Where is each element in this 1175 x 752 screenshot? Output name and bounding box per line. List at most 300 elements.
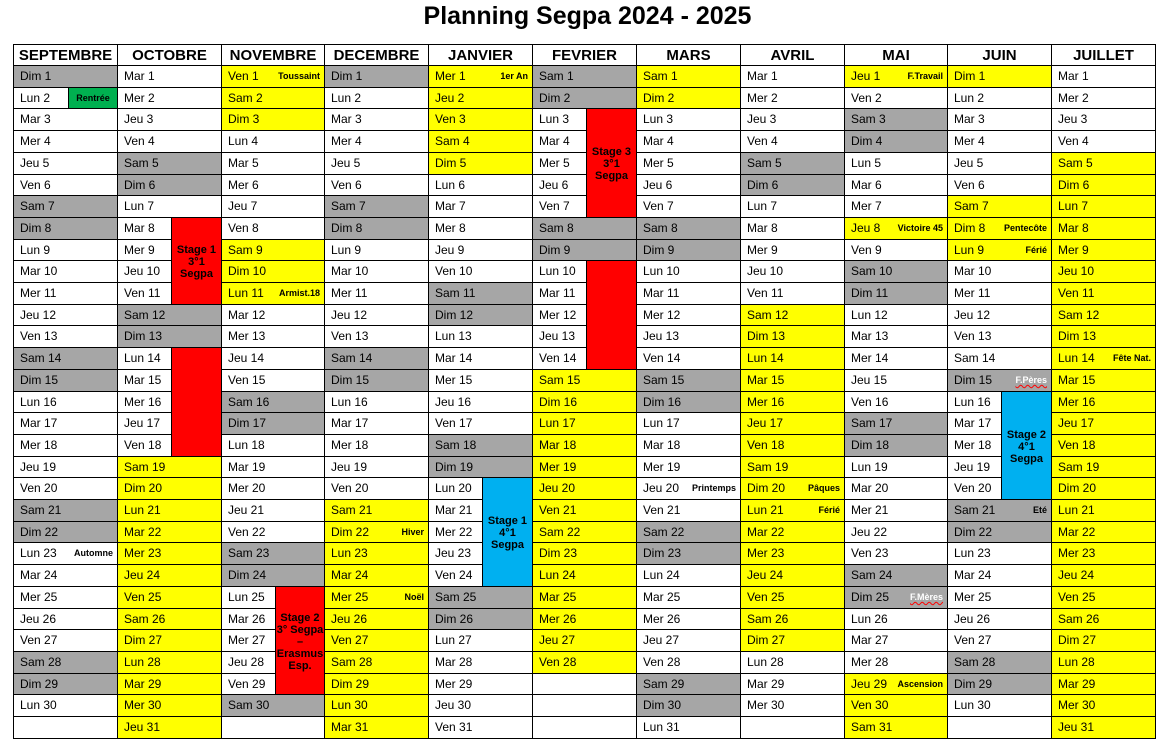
day-label: Jeu 23 [435,546,472,560]
day-cell [844,412,948,435]
day-label: Mer 25 [20,590,58,604]
day-cell [740,608,845,630]
day-label: Sam 10 [851,264,893,278]
day-label: Dim 26 [435,612,474,626]
day-label: Ven 4 [747,134,778,148]
day-label: Mer 19 [643,460,681,474]
day-cell [428,629,533,652]
day-cell [221,152,325,175]
day-label: Dim 6 [124,178,156,192]
day-cell [844,586,948,609]
day-label: Mar 25 [539,590,577,604]
month-header: MARS [636,44,741,66]
day-label: Mer 26 [643,612,681,626]
day-label: Mer 16 [124,395,162,409]
day-cell [221,282,325,305]
day-cell [13,586,118,609]
day-label: Ven 25 [124,590,162,604]
day-label: Mar 1 [747,69,778,83]
day-label: Mer 2 [747,91,778,105]
day-cell [221,65,325,88]
day-label: Sam 29 [643,677,685,691]
day-label: Dim 15 [954,373,993,387]
day-cell [636,152,741,175]
day-cell [324,195,429,218]
day-label: Jeu 19 [331,460,368,474]
day-label: Lun 10 [643,264,680,278]
day-cell [844,369,948,392]
day-label: Mar 29 [124,677,162,691]
day-cell [532,434,637,457]
day-label: Jeu 10 [1058,264,1095,278]
day-label: Mar 10 [331,264,369,278]
day-label: Mar 29 [1058,677,1096,691]
stage-label: Stage 2 3° Segpa – Erasmus Esp. [276,612,324,672]
day-label: Sam 15 [643,373,685,387]
holiday-note: F.Mères [909,592,943,602]
day-label: Jeu 19 [954,460,991,474]
day-label: Jeu 5 [954,156,984,170]
day-label: Lun 9 [20,243,51,257]
day-label: Jeu 28 [228,655,265,669]
day-cell [1051,716,1156,739]
day-label: Ven 28 [539,655,577,669]
day-cell [844,694,948,717]
day-cell [428,325,533,348]
day-cell [947,108,1052,131]
day-label: Sam 1 [643,69,678,83]
day-cell [13,260,118,283]
day-cell [1051,152,1156,175]
day-cell [324,152,429,175]
day-label: Sam 19 [124,460,166,474]
day-label: Mer 2 [1058,91,1089,105]
day-label: Dim 13 [747,329,786,343]
day-label: Sam 23 [228,546,270,560]
day-label: Dim 1 [20,69,52,83]
day-label: Ven 30 [851,698,889,712]
day-cell [13,434,118,457]
day-label: Jeu 12 [331,308,368,322]
day-cell [324,456,429,478]
holiday-note: Pâques [807,483,840,493]
day-cell [1051,608,1156,630]
day-cell [1051,456,1156,478]
day-cell [1051,673,1156,695]
day-label: Ven 27 [20,633,58,647]
day-label: Lun 30 [954,698,991,712]
day-cell [636,130,741,153]
day-label: Lun 23 [331,546,368,560]
day-cell [532,521,637,543]
day-label: Mar 18 [539,438,577,452]
day-label: Sam 21 [954,503,996,517]
day-cell [636,629,741,652]
day-label: Sam 26 [124,612,166,626]
day-label: Jeu 31 [124,720,161,734]
day-label: Lun 20 [435,481,472,495]
empty-day-cell [532,716,637,739]
day-label: Sam 3 [851,112,886,126]
day-label: Sam 2 [228,91,263,105]
day-cell [428,217,533,240]
day-cell [636,542,741,565]
day-label: Jeu 8 [851,221,881,235]
day-label: Mar 21 [435,503,473,517]
day-cell [947,499,1052,522]
day-cell [324,477,429,500]
day-cell [532,586,637,609]
day-label: Dim 20 [124,481,163,495]
day-cell [1051,434,1156,457]
day-label: Jeu 19 [20,460,57,474]
day-cell [117,608,222,630]
day-label: Sam 17 [851,416,893,430]
day-cell [740,87,845,109]
day-cell [1051,130,1156,153]
day-label: Mer 9 [124,243,155,257]
day-cell [13,174,118,196]
day-cell [740,130,845,153]
day-label: Sam 26 [1058,612,1100,626]
day-label: Lun 19 [851,460,888,474]
day-cell [740,282,845,305]
page-title: Planning Segpa 2024 - 2025 [423,2,752,30]
day-cell [221,174,325,196]
day-label: Dim 27 [124,633,163,647]
day-cell [532,477,637,500]
day-cell [844,325,948,348]
day-label: Ven 6 [20,178,51,192]
day-cell [428,456,533,478]
day-label: Sam 28 [20,655,62,669]
day-cell [221,260,325,283]
day-label: Jeu 13 [539,329,576,343]
day-cell [428,174,533,196]
day-label: Mar 31 [331,720,369,734]
day-cell [532,369,637,392]
day-cell [1051,499,1156,522]
day-label: Mer 11 [20,286,57,300]
day-label: Mar 3 [954,112,985,126]
day-label: Mar 20 [851,481,889,495]
day-cell [324,304,429,326]
day-label: Ven 23 [851,546,889,560]
day-label: Jeu 26 [331,612,368,626]
day-label: Jeu 12 [954,308,991,322]
day-cell [844,629,948,652]
day-cell [1051,542,1156,565]
day-label: Mar 15 [124,373,162,387]
day-cell [740,391,845,413]
day-cell [947,87,1052,109]
day-cell [428,65,533,88]
day-cell [636,651,741,674]
day-cell [117,629,222,652]
day-label: Sam 24 [851,568,893,582]
day-cell [324,412,429,435]
day-label: Dim 20 [747,481,786,495]
day-label: Ven 14 [643,351,681,365]
day-cell [740,499,845,522]
day-label: Ven 1 [228,69,259,83]
empty-day-cell [532,694,637,717]
day-label: Sam 31 [851,720,893,734]
holiday-note: Hiver [401,527,424,537]
stage-label: Stage 1 4°1 Segpa [487,515,528,551]
day-cell [740,152,845,175]
day-cell [947,304,1052,326]
day-label: Sam 14 [331,351,373,365]
day-cell [13,108,118,131]
day-cell [844,152,948,175]
day-cell [428,434,533,457]
day-label: Mar 6 [851,178,882,192]
day-label: Dim 16 [539,395,578,409]
day-cell [636,694,741,717]
day-label: Dim 5 [435,156,467,170]
day-cell [13,152,118,175]
day-label: Mer 2 [124,91,155,105]
day-label: Dim 22 [20,525,59,539]
day-cell [844,108,948,131]
day-cell [324,564,429,587]
day-label: Lun 24 [643,568,680,582]
day-label: Jeu 20 [539,481,576,495]
day-label: Sam 21 [331,503,373,517]
day-label: Jeu 9 [435,243,465,257]
day-cell [844,65,948,88]
day-label: Mar 13 [851,329,889,343]
day-cell [324,282,429,305]
day-label: Mar 25 [643,590,681,604]
day-label: Lun 7 [747,199,778,213]
day-cell [324,673,429,695]
holiday-note: Automne [74,548,113,558]
day-label: Mar 22 [747,525,785,539]
day-cell [324,239,429,261]
day-cell [221,195,325,218]
stage-label: Stage 1 3°1 Segpa [176,244,217,280]
day-label: Dim 30 [643,698,682,712]
day-cell [740,673,845,695]
day-label: Mer 19 [539,460,577,474]
day-label: Lun 14 [124,351,161,365]
day-cell [13,412,118,435]
day-label: Ven 4 [124,134,155,148]
day-cell [117,174,222,196]
day-cell [947,608,1052,630]
month-header: SEPTEMBRE [13,44,118,66]
day-cell [13,217,118,240]
day-cell [532,499,637,522]
day-label: Mar 24 [331,568,369,582]
holiday-note: Fête Nat. [1112,353,1151,363]
day-label: Mer 8 [435,221,466,235]
holiday-note: Férié [818,505,840,515]
day-label: Dim 20 [1058,481,1097,495]
day-label: Lun 16 [20,395,57,409]
day-label: Ven 22 [228,525,266,539]
day-label: Mar 1 [1058,69,1089,83]
day-label: Mar 10 [954,264,992,278]
day-label: Mer 29 [435,677,473,691]
day-label: Sam 7 [331,199,366,213]
day-cell [13,130,118,153]
day-label: Sam 22 [539,525,581,539]
day-cell [324,716,429,739]
day-label: Dim 25 [851,590,890,604]
day-label: Dim 3 [228,112,260,126]
day-cell [636,239,741,261]
day-label: Sam 1 [539,69,574,83]
day-label: Mer 13 [228,329,266,343]
day-cell [947,174,1052,196]
day-cell [1051,304,1156,326]
day-label: Jeu 24 [1058,568,1095,582]
day-cell [117,499,222,522]
day-cell [1051,651,1156,674]
day-cell [221,499,325,522]
day-cell [117,456,222,478]
holiday-note: Toussaint [278,71,320,81]
day-label: Lun 30 [331,698,368,712]
day-cell [636,434,741,457]
day-cell [947,152,1052,175]
day-cell [740,304,845,326]
day-cell [428,130,533,153]
day-label: Lun 16 [954,395,991,409]
stage-block-red [275,586,325,695]
day-cell [221,217,325,240]
day-cell [324,434,429,457]
day-label: Sam 7 [20,199,55,213]
day-cell [740,260,845,283]
day-label: Lun 23 [20,546,57,560]
day-label: Dim 22 [331,525,370,539]
day-cell [428,608,533,630]
day-cell [532,217,637,240]
day-cell [636,564,741,587]
day-label: Lun 21 [747,503,784,517]
day-cell [324,499,429,522]
day-label: Mer 21 [851,503,889,517]
day-cell [532,456,637,478]
day-cell [1051,347,1156,370]
day-label: Lun 10 [539,264,576,278]
day-label: Lun 4 [228,134,259,148]
day-label: Ven 28 [643,655,681,669]
day-label: Mar 15 [747,373,785,387]
day-cell [13,499,118,522]
day-label: Ven 25 [1058,590,1096,604]
day-label: Ven 21 [539,503,577,517]
day-label: Dim 1 [954,69,986,83]
day-label: Mar 8 [124,221,155,235]
day-cell [844,499,948,522]
day-label: Sam 5 [1058,156,1093,170]
day-label: Dim 8 [20,221,52,235]
day-label: Lun 21 [124,503,161,517]
day-label: Lun 17 [539,416,576,430]
day-label: Lun 30 [20,698,57,712]
day-cell [117,304,222,326]
day-label: Mer 23 [1058,546,1096,560]
day-label: Mar 3 [20,112,51,126]
day-cell [428,152,533,175]
day-label: Sam 19 [1058,460,1100,474]
day-cell [740,456,845,478]
day-cell [117,152,222,175]
day-cell [844,239,948,261]
day-cell [13,542,118,565]
day-cell [636,412,741,435]
day-cell [1051,694,1156,717]
day-label: Dim 15 [20,373,59,387]
month-header: JANVIER [428,44,533,66]
day-cell [844,304,948,326]
day-label: Mer 5 [539,156,570,170]
day-cell [13,391,118,413]
day-label: Lun 7 [124,199,155,213]
day-cell [324,108,429,131]
day-label: Jeu 6 [643,178,673,192]
day-label: Lun 14 [747,351,784,365]
day-label: Sam 18 [435,438,477,452]
day-cell [324,325,429,348]
day-label: Ven 25 [747,590,785,604]
day-cell [324,87,429,109]
day-label: Mar 11 [643,286,680,300]
holiday-note: Victoire 45 [897,223,943,233]
day-cell [532,239,637,261]
day-cell [947,651,1052,674]
day-cell [947,239,1052,261]
day-label: Jeu 3 [124,112,154,126]
day-cell [844,87,948,109]
day-label: Lun 24 [539,568,576,582]
month-header: FEVRIER [532,44,637,66]
day-cell [636,456,741,478]
day-label: Dim 9 [539,243,571,257]
day-cell [13,564,118,587]
day-label: Dim 8 [331,221,363,235]
day-cell [532,564,637,587]
day-label: Lun 21 [1058,503,1095,517]
empty-day-cell [532,673,637,695]
day-label: Mar 7 [435,199,466,213]
day-label: Mer 22 [435,525,473,539]
day-cell [221,521,325,543]
day-label: Ven 9 [851,243,882,257]
day-label: Dim 2 [643,91,675,105]
day-label: Jeu 22 [851,525,888,539]
day-label: Jeu 26 [20,612,57,626]
day-cell [532,87,637,109]
day-label: Sam 26 [747,612,789,626]
day-label: Mer 7 [851,199,882,213]
day-label: Dim 11 [851,286,889,300]
day-cell [740,542,845,565]
day-cell [636,108,741,131]
day-label: Lun 13 [435,329,472,343]
empty-day-cell [13,716,118,739]
day-label: Sam 5 [747,156,782,170]
day-cell [844,542,948,565]
day-cell [324,651,429,674]
day-label: Sam 22 [643,525,685,539]
day-label: Mer 28 [851,655,889,669]
